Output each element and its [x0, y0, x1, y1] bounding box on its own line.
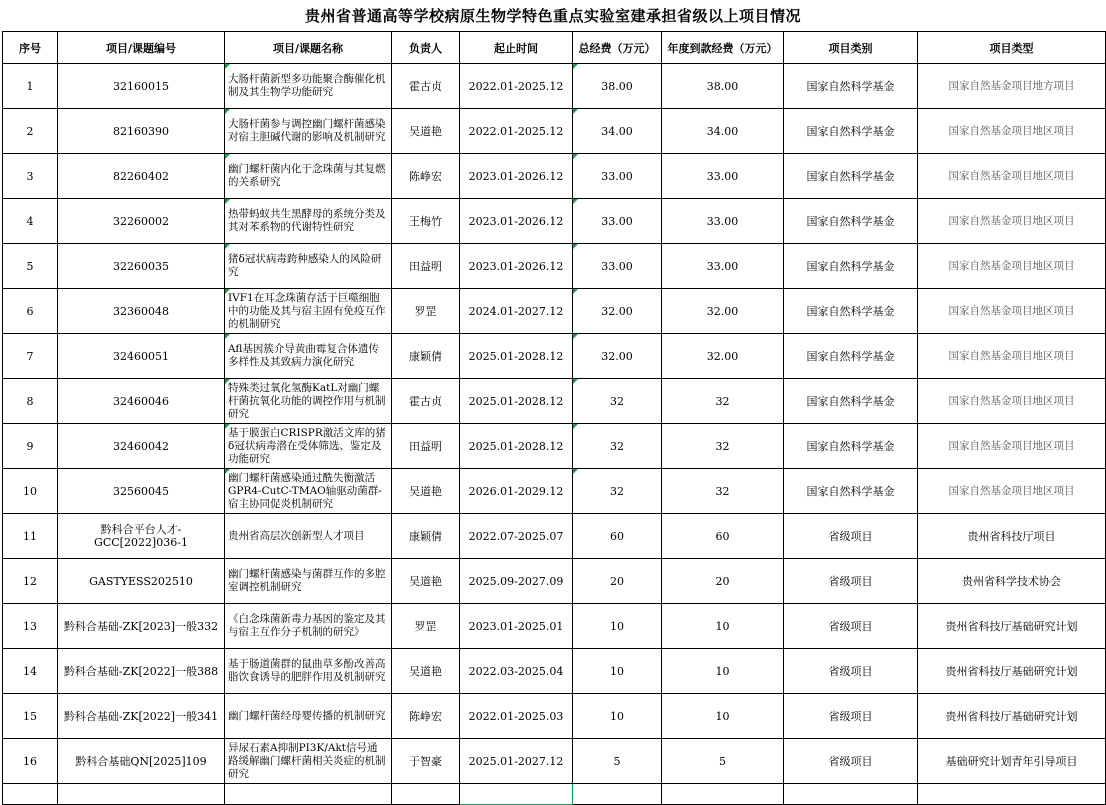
cell-annual[interactable]: 32 — [662, 379, 784, 424]
cell-annual[interactable]: 33.00 — [662, 199, 784, 244]
cell-category[interactable]: 国家自然科学基金 — [784, 64, 918, 109]
cell-type[interactable]: 贵州省科学技术协会 — [918, 559, 1106, 604]
cell-total[interactable]: 33.00 — [573, 199, 662, 244]
cell-annual[interactable]: 32.00 — [662, 289, 784, 334]
cell-annual[interactable]: 5 — [662, 739, 784, 784]
col-header-code[interactable]: 项目/课题编号 — [58, 32, 225, 64]
cell-name[interactable]: 特殊类过氧化氢酶KatL对幽门螺杆菌抗氧化功能的调控作用与机制研究 — [225, 379, 392, 424]
project-table — [2, 31, 1106, 805]
cell-name[interactable]: 贵州省高层次创新型人才项目 — [225, 514, 392, 559]
table-row — [3, 199, 1106, 244]
cell-annual[interactable]: 38.00 — [662, 64, 784, 109]
cell-no[interactable]: 3 — [3, 154, 58, 199]
cell-total[interactable]: 38.00 — [573, 64, 662, 109]
table-row — [3, 559, 1106, 604]
cell-code[interactable]: 32460051 — [58, 334, 225, 379]
cell-total[interactable]: 10 — [573, 694, 662, 739]
cell-lead[interactable]: 陈峥宏 — [392, 154, 460, 199]
cell-name[interactable]: 幽门螺杆菌经母婴传播的机制研究 — [225, 694, 392, 739]
col-header-total[interactable]: 总经费（万元） — [573, 32, 662, 64]
empty-cell[interactable] — [392, 784, 460, 805]
cell-total[interactable]: 60 — [573, 514, 662, 559]
cell-period[interactable]: 2022.01-2025.12 — [460, 64, 573, 109]
cell-annual[interactable]: 33.00 — [662, 154, 784, 199]
cell-annual[interactable]: 60 — [662, 514, 784, 559]
cell-annual[interactable]: 32 — [662, 469, 784, 514]
cell-total[interactable]: 32 — [573, 424, 662, 469]
cell-type[interactable]: 国家自然基金项目地区项目 — [918, 469, 1106, 514]
cell-annual[interactable]: 10 — [662, 694, 784, 739]
cell-no[interactable]: 14 — [3, 649, 58, 694]
cell-total[interactable]: 32 — [573, 379, 662, 424]
empty-cell[interactable] — [784, 784, 918, 805]
table-row — [3, 469, 1106, 514]
cell-no[interactable]: 16 — [3, 739, 58, 784]
cell-category[interactable]: 国家自然科学基金 — [784, 289, 918, 334]
cell-type[interactable]: 国家自然基金项目地区项目 — [918, 244, 1106, 289]
col-header-annual[interactable]: 年度到款经费（万元） — [662, 32, 784, 64]
cell-code[interactable]: 32160015 — [58, 64, 225, 109]
table-row — [3, 334, 1106, 379]
cell-no[interactable]: 15 — [3, 694, 58, 739]
cell-code[interactable]: 82260402 — [58, 154, 225, 199]
cell-name[interactable]: 猪δ冠状病毒跨种感染人的风险研究 — [225, 244, 392, 289]
col-header-type[interactable]: 项目类型 — [918, 32, 1106, 64]
cell-type[interactable]: 国家自然基金项目地区项目 — [918, 109, 1106, 154]
table-row — [3, 694, 1106, 739]
cell-category[interactable]: 国家自然科学基金 — [784, 424, 918, 469]
cell-period[interactable]: 2022.01-2025.12 — [460, 109, 573, 154]
table-row — [3, 379, 1106, 424]
cell-code[interactable]: 32460046 — [58, 379, 225, 424]
cell-code[interactable]: 黔科合平台人才-GCC[2022]036-1 — [58, 514, 225, 559]
cell-code[interactable]: 32260035 — [58, 244, 225, 289]
cell-total[interactable]: 32.00 — [573, 289, 662, 334]
cell-code[interactable]: 32560045 — [58, 469, 225, 514]
cell-type[interactable]: 基础研究计划青年引导项目 — [918, 739, 1106, 784]
cell-no[interactable]: 2 — [3, 109, 58, 154]
cell-category[interactable]: 国家自然科学基金 — [784, 154, 918, 199]
cell-total[interactable]: 34.00 — [573, 109, 662, 154]
cell-total[interactable]: 5 — [573, 739, 662, 784]
cell-type[interactable]: 国家自然基金项目地区项目 — [918, 379, 1106, 424]
cell-total[interactable]: 33.00 — [573, 154, 662, 199]
cell-category[interactable]: 国家自然科学基金 — [784, 379, 918, 424]
cell-code[interactable]: 82160390 — [58, 109, 225, 154]
cell-no[interactable]: 12 — [3, 559, 58, 604]
cell-name[interactable]: 大肠杆菌新型多功能聚合酶催化机制及其生物学功能研究 — [225, 64, 392, 109]
cell-lead[interactable]: 罗罡 — [392, 604, 460, 649]
cell-no[interactable]: 13 — [3, 604, 58, 649]
cell-total[interactable]: 20 — [573, 559, 662, 604]
cell-annual[interactable]: 20 — [662, 559, 784, 604]
cell-lead[interactable]: 于智豪 — [392, 739, 460, 784]
cell-total[interactable]: 33.00 — [573, 244, 662, 289]
cell-type[interactable]: 贵州省科技厅基础研究计划 — [918, 694, 1106, 739]
cell-type[interactable]: 贵州省科技厅基础研究计划 — [918, 649, 1106, 694]
empty-cell[interactable] — [573, 784, 662, 805]
cell-period[interactable]: 2025.09-2027.09 — [460, 559, 573, 604]
cell-category[interactable]: 省级项目 — [784, 604, 918, 649]
cell-no[interactable]: 7 — [3, 334, 58, 379]
cell-type[interactable]: 国家自然基金项目地区项目 — [918, 289, 1106, 334]
cell-code[interactable]: GASTYESS202510 — [58, 559, 225, 604]
table-body — [3, 64, 1106, 805]
cell-no[interactable]: 5 — [3, 244, 58, 289]
cell-name[interactable]: IVF1在耳念珠菌存活于巨噬细胞中的功能及其与宿主固有免疫互作的机制研究 — [225, 289, 392, 334]
cell-annual[interactable]: 34.00 — [662, 109, 784, 154]
cell-type[interactable]: 国家自然基金项目地区项目 — [918, 424, 1106, 469]
cell-lead[interactable]: 田益明 — [392, 424, 460, 469]
cell-total[interactable]: 10 — [573, 604, 662, 649]
cell-annual[interactable]: 33.00 — [662, 244, 784, 289]
cell-category[interactable]: 国家自然科学基金 — [784, 109, 918, 154]
table-row — [3, 649, 1106, 694]
cell-total[interactable]: 10 — [573, 649, 662, 694]
cell-category[interactable]: 省级项目 — [784, 739, 918, 784]
cell-period[interactable]: 2023.01-2025.01 — [460, 604, 573, 649]
cell-category[interactable]: 国家自然科学基金 — [784, 334, 918, 379]
cell-lead[interactable]: 霍古贞 — [392, 379, 460, 424]
empty-cell[interactable] — [3, 784, 58, 805]
cell-type[interactable]: 国家自然基金项目地区项目 — [918, 199, 1106, 244]
cell-lead[interactable]: 霍古贞 — [392, 64, 460, 109]
empty-cell[interactable] — [662, 784, 784, 805]
cell-category[interactable]: 省级项目 — [784, 559, 918, 604]
cell-period[interactable]: 2022.03-2025.04 — [460, 649, 573, 694]
cell-code[interactable]: 32260002 — [58, 199, 225, 244]
cell-no[interactable]: 4 — [3, 199, 58, 244]
cell-period[interactable]: 2025.01-2028.12 — [460, 379, 573, 424]
cell-lead[interactable]: 王梅竹 — [392, 199, 460, 244]
cell-no[interactable]: 1 — [3, 64, 58, 109]
cell-category[interactable]: 国家自然科学基金 — [784, 199, 918, 244]
cell-total[interactable]: 32 — [573, 469, 662, 514]
cell-code[interactable]: 32360048 — [58, 289, 225, 334]
cell-period[interactable]: 2024.01-2027.12 — [460, 289, 573, 334]
cell-annual[interactable]: 32.00 — [662, 334, 784, 379]
cell-period[interactable]: 2023.01-2026.12 — [460, 154, 573, 199]
table-row — [3, 289, 1106, 334]
empty-cell[interactable] — [918, 784, 1106, 805]
empty-row — [3, 784, 1106, 805]
cell-name[interactable]: 基于肠道菌群的鼠曲草多酚改善高脂饮食诱导的肥胖作用及机制研究 — [225, 649, 392, 694]
sheet-title: 贵州省普通高等学校病原生物学特色重点实验室建承担省级以上项目情况 — [304, 7, 801, 25]
cell-code[interactable]: 黔科合基础-ZK[2023]一般332 — [58, 604, 225, 649]
cell-no[interactable]: 9 — [3, 424, 58, 469]
col-header-no[interactable]: 序号 — [3, 32, 58, 64]
cell-period[interactable]: 2025.01-2028.12 — [460, 334, 573, 379]
cell-code[interactable]: 黔科合基础-ZK[2022]一般341 — [58, 694, 225, 739]
cell-no[interactable]: 6 — [3, 289, 58, 334]
cell-name[interactable]: 幽门螺杆菌感染通过酰失衡激活GPR4-CutC-TMAO轴驱动菌群-宿主协同促炎机制研究 — [225, 469, 392, 514]
cell-lead[interactable]: 康颖倩 — [392, 334, 460, 379]
cell-period[interactable]: 2023.01-2026.12 — [460, 244, 573, 289]
table-row — [3, 604, 1106, 649]
cell-type[interactable]: 贵州省科技厅项目 — [918, 514, 1106, 559]
cell-code[interactable]: 黔科合基础-ZK[2022]一般388 — [58, 649, 225, 694]
table-row — [3, 514, 1106, 559]
col-header-category[interactable]: 项目类别 — [784, 32, 918, 64]
cell-no[interactable]: 11 — [3, 514, 58, 559]
cell-annual[interactable]: 10 — [662, 604, 784, 649]
cell-lead[interactable]: 吴道艳 — [392, 109, 460, 154]
cell-period[interactable]: 2025.01-2027.12 — [460, 739, 573, 784]
cell-name[interactable]: Afl基因簇介导黄曲霉复合体遗传多样性及其致病力演化研究 — [225, 334, 392, 379]
cell-lead[interactable]: 田益明 — [392, 244, 460, 289]
table-row — [3, 424, 1106, 469]
table-row — [3, 739, 1106, 784]
cell-period[interactable]: 2025.01-2028.12 — [460, 424, 573, 469]
cell-lead[interactable]: 康颖倩 — [392, 514, 460, 559]
cell-name[interactable]: 大肠杆菌参与调控幽门螺杆菌感染对宿主胆碱代谢的影响及机制研究 — [225, 109, 392, 154]
cell-lead[interactable]: 吴道艳 — [392, 469, 460, 514]
selected-cell[interactable] — [460, 784, 573, 805]
cell-annual[interactable]: 32 — [662, 424, 784, 469]
cell-category[interactable]: 省级项目 — [784, 649, 918, 694]
cell-lead[interactable]: 陈峥宏 — [392, 694, 460, 739]
cell-category[interactable]: 国家自然科学基金 — [784, 469, 918, 514]
col-header-name[interactable]: 项目/课题名称 — [225, 32, 392, 64]
cell-category[interactable]: 省级项目 — [784, 694, 918, 739]
cell-period[interactable]: 2023.01-2026.12 — [460, 199, 573, 244]
cell-code[interactable]: 黔科合基础QN[2025]109 — [58, 739, 225, 784]
col-header-period[interactable]: 起止时间 — [460, 32, 573, 64]
empty-cell[interactable] — [225, 784, 392, 805]
cell-name[interactable]: 幽门螺杆菌内化于念珠菌与其复燃的关系研究 — [225, 154, 392, 199]
cell-name[interactable]: 热带蚂蚁共生黑酵母的系统分类及其对苯系物的代谢特性研究 — [225, 199, 392, 244]
cell-name[interactable]: 《白念珠菌新毒力基因的鉴定及其与宿主互作分子机制的研究》 — [225, 604, 392, 649]
table-row — [3, 154, 1106, 199]
table-row — [3, 109, 1106, 154]
cell-category[interactable]: 省级项目 — [784, 514, 918, 559]
cell-category[interactable]: 国家自然科学基金 — [784, 244, 918, 289]
cell-period[interactable]: 2022.01-2025.03 — [460, 694, 573, 739]
cell-annual[interactable]: 10 — [662, 649, 784, 694]
cell-name[interactable]: 基于膜蛋白CRISPR激活文库的猪δ冠状病毒潜在受体筛选、鉴定及功能研究 — [225, 424, 392, 469]
cell-name[interactable]: 异尿石素A抑制PI3K/Akt信号通路缓解幽门螺杆菌相关炎症的机制研究 — [225, 739, 392, 784]
table-row — [3, 64, 1106, 109]
cell-type[interactable]: 国家自然基金项目地区项目 — [918, 334, 1106, 379]
cell-name[interactable]: 幽门螺杆菌感染与菌群互作的多腔室调控机制研究 — [225, 559, 392, 604]
cell-no[interactable]: 10 — [3, 469, 58, 514]
cell-total[interactable]: 32.00 — [573, 334, 662, 379]
header-row — [3, 32, 1106, 64]
cell-period[interactable]: 2022.07-2025.07 — [460, 514, 573, 559]
cell-lead[interactable]: 罗罡 — [392, 289, 460, 334]
cell-type[interactable]: 国家自然基金项目地方项目 — [918, 64, 1106, 109]
col-header-lead[interactable]: 负责人 — [392, 32, 460, 64]
cell-lead[interactable]: 吴道艳 — [392, 649, 460, 694]
empty-cell[interactable] — [58, 784, 225, 805]
cell-code[interactable]: 32460042 — [58, 424, 225, 469]
table-row — [3, 244, 1106, 289]
cell-lead[interactable]: 吴道艳 — [392, 559, 460, 604]
cell-type[interactable]: 贵州省科技厅基础研究计划 — [918, 604, 1106, 649]
cell-no[interactable]: 8 — [3, 379, 58, 424]
cell-type[interactable]: 国家自然基金项目地区项目 — [918, 154, 1106, 199]
cell-period[interactable]: 2026.01-2029.12 — [460, 469, 573, 514]
